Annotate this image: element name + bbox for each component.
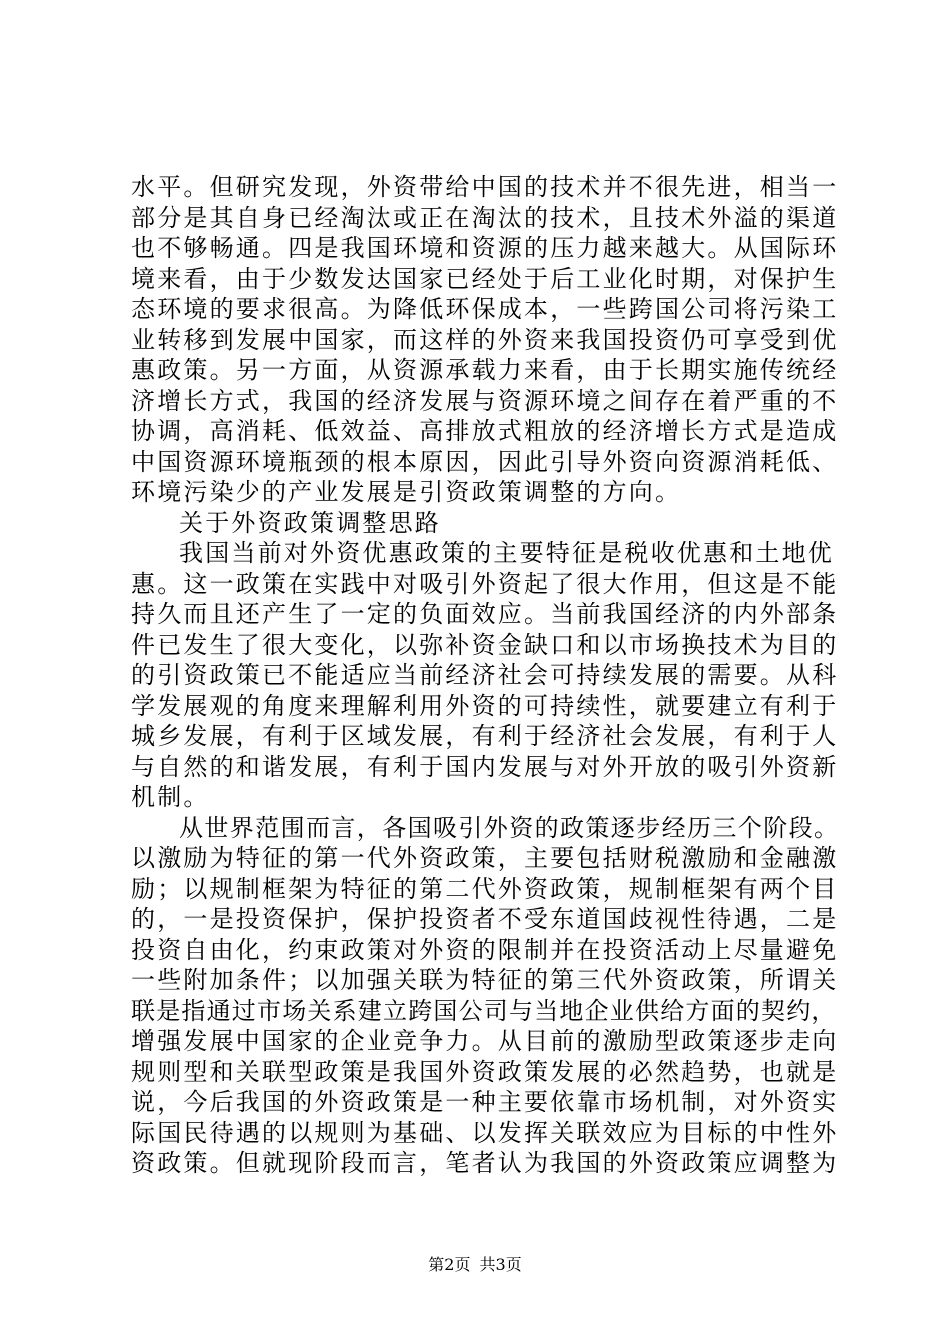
paragraph-start: 我国当前对外资优惠政策的主要特征是税收优惠和土地优 [179,539,834,567]
text-line: 境来看，由于少数发达国家已经处于后工业化时期，对保护生 [131,264,839,293]
text-line: 以激励为特征的第一代外资政策，主要包括财税激励和金融激 [131,844,839,872]
text-line: 说，今后我国的外资政策是一种主要依靠市场机制，对外资实 [131,1088,839,1116]
text-line: 水平。但研究发现，外资带给中国的技术并不很先进，相当一 [131,173,839,201]
page-footer [0,1255,950,1275]
paragraph-start: 从世界范围而言，各国吸引外资的政策逐步经历三个阶段。 [179,813,840,842]
text-line: 态环境的要求很高。为降低环保成本，一些跨国公司将污染工 [131,295,839,323]
text-line: 学发展观的角度来理解利用外资的可持续性，就要建立有利于 [131,691,839,720]
text-line: 一些附加条件；以加强关联为特征的第三代外资政策，所谓关 [131,966,839,994]
text-line: 投资自由化，约束政策对外资的限制并在投资活动上尽量避免 [131,935,839,964]
text-line: 也不够畅通。四是我国环境和资源的压力越来越大。从国际环 [131,234,839,262]
page-total: 共3页 [479,1255,522,1274]
section-heading: 关于外资政策调整思路 [179,508,441,537]
text-line: 件已发生了很大变化，以弥补资金缺口和以市场换技术为目的 [131,630,839,659]
text-line: 的，一是投资保护，保护投资者不受东道国歧视性待遇，二是 [131,905,839,933]
text-line: 资政策。但就现阶段而言，笔者认为我国的外资政策应调整为 [131,1149,839,1177]
text-line: 机制。 [131,783,210,811]
text-line: 惠政策。另一方面，从资源承载力来看，由于长期实施传统经 [131,356,839,384]
text-line: 济增长方式，我国的经济发展与资源环境之间存在着严重的不 [131,386,839,415]
document-body [131,172,841,1179]
page-number: 第2页 [428,1255,471,1274]
text-line: 惠。这一政策在实践中对吸引外资起了很大作用，但这是不能 [131,569,839,598]
text-line: 协调，高消耗、低效益、高排放式粗放的经济增长方式是造成 [131,417,839,445]
text-line: 际国民待遇的以规则为基础、以发挥关联效应为目标的中性外 [131,1118,839,1147]
text-line: 规则型和关联型政策是我国外资政策发展的必然趋势，也就是 [131,1057,839,1086]
text-line: 部分是其自身已经淘汰或正在淘汰的技术，且技术外溢的渠道 [131,203,839,232]
text-line: 励；以规制框架为特征的第二代外资政策，规制框架有两个目 [131,874,839,903]
text-line: 业转移到发展中国家，而这样的外资来我国投资仍可享受到优 [131,325,839,354]
text-line: 环境污染少的产业发展是引资政策调整的方向。 [131,478,682,506]
text-line: 城乡发展，有利于区域发展，有利于经济社会发展，有利于人 [131,722,839,750]
text-line: 与自然的和谐发展，有利于国内发展与对外开放的吸引外资新 [131,752,839,781]
text-line: 持久而且还产生了一定的负面效应。当前我国经济的内外部条 [131,600,839,628]
text-line: 联是指通过市场关系建立跨国公司与当地企业供给方面的契约， [131,996,837,1025]
text-line: 的引资政策已不能适应当前经济社会可持续发展的需要。从科 [131,661,839,689]
text-line: 中国资源环境瓶颈的根本原因，因此引导外资向资源消耗低、 [131,447,839,476]
text-line: 增强发展中国家的企业竞争力。从目前的激励型政策逐步走向 [131,1027,839,1055]
